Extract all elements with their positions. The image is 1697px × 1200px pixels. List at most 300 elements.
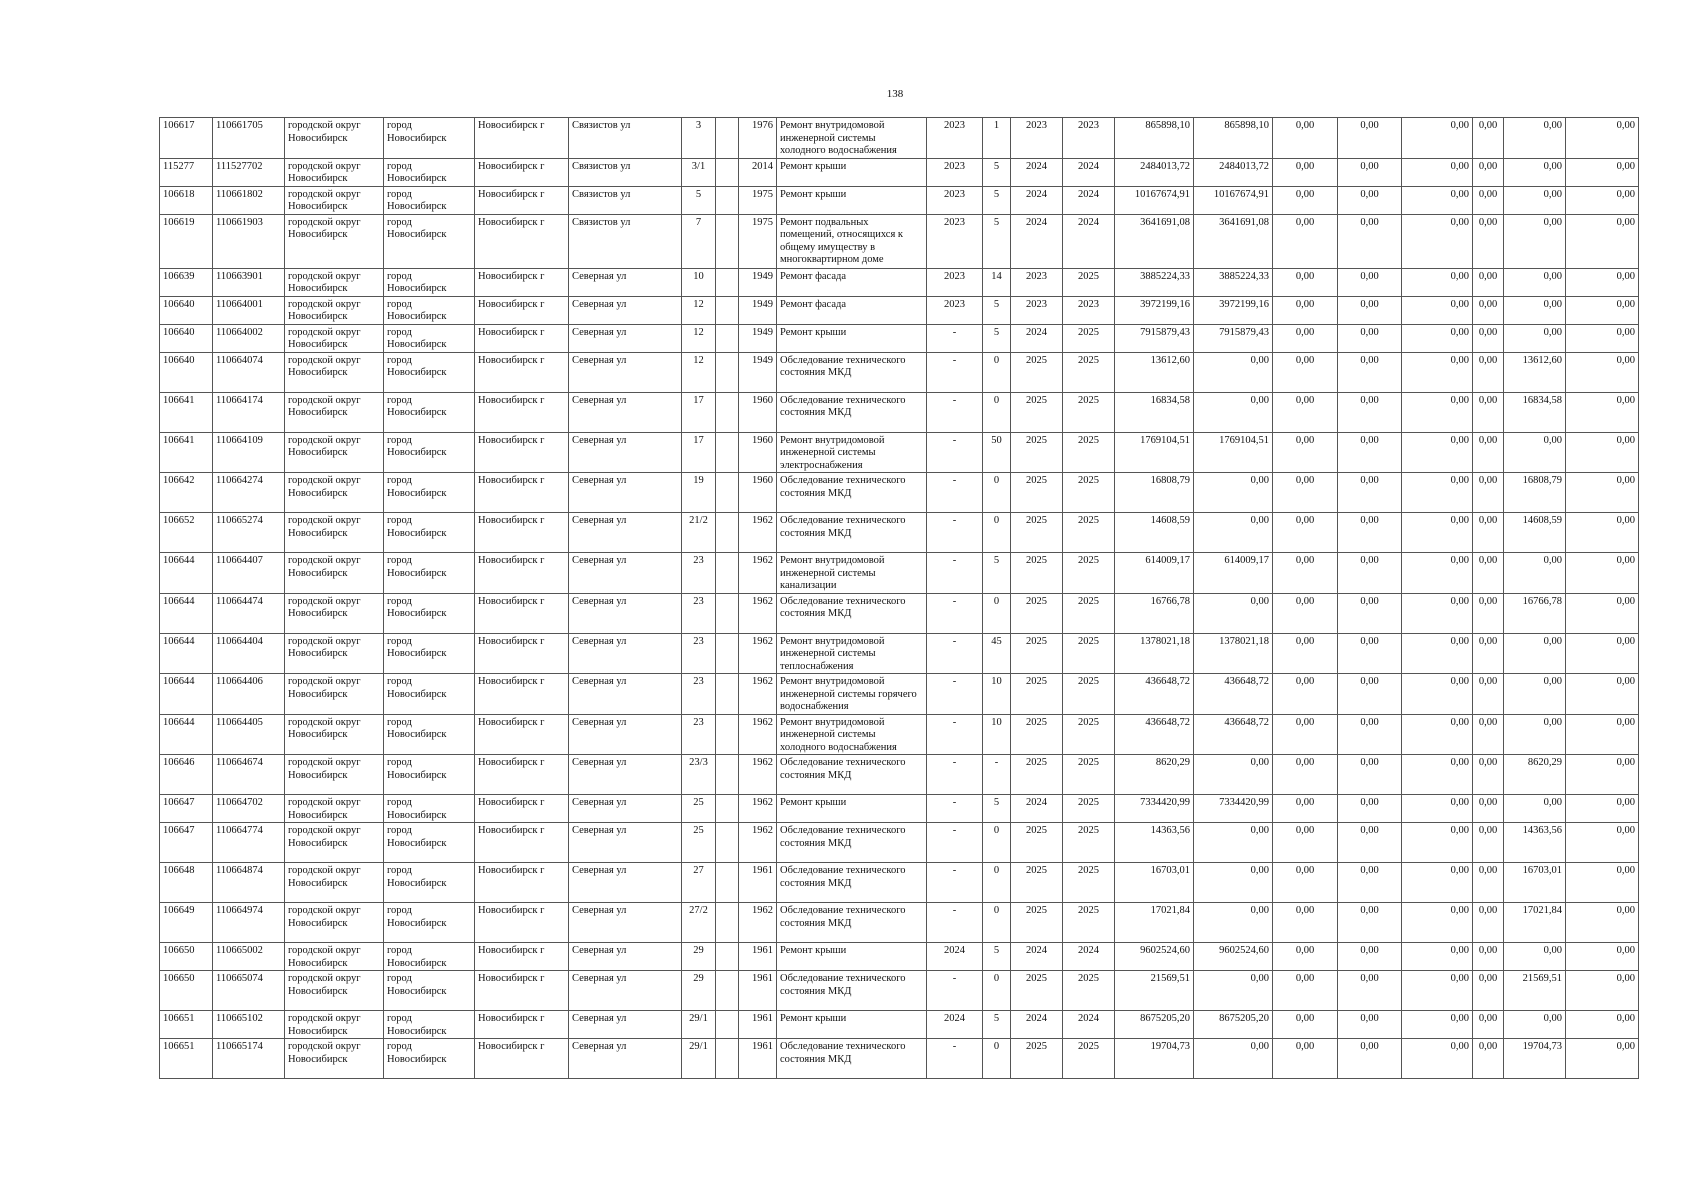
- cell-korp: [716, 1039, 739, 1079]
- cell-v5: 0,00: [1504, 118, 1566, 159]
- cell-sum1: 17021,84: [1115, 903, 1194, 943]
- cell-korp: [716, 553, 739, 594]
- cell-v3: 0,00: [1402, 324, 1473, 352]
- cell-year: 1961: [739, 863, 777, 903]
- cell-year: 1962: [739, 795, 777, 823]
- cell-year: 1962: [739, 553, 777, 594]
- cell-v6: 0,00: [1566, 755, 1639, 795]
- cell-v5: 0,00: [1504, 158, 1566, 186]
- cell-v6: 0,00: [1566, 432, 1639, 473]
- cell-street: Северная ул: [569, 593, 682, 633]
- cell-sum1: 16703,01: [1115, 863, 1194, 903]
- cell-id: 106651: [160, 1011, 213, 1039]
- cell-y2: 2024: [1063, 943, 1115, 971]
- cell-district: городской округ Новосибирск: [285, 1011, 384, 1039]
- cell-work: Ремонт внутридомовой инженерной системы холодного водоснабжения: [777, 714, 927, 755]
- cell-year: 1975: [739, 186, 777, 214]
- cell-y1: 2025: [1011, 823, 1063, 863]
- table-row: [160, 296, 1639, 324]
- cell-work: Обследование технического состояния МКД: [777, 903, 927, 943]
- cell-v4: 0,00: [1473, 633, 1504, 674]
- cell-sum1: 13612,60: [1115, 352, 1194, 392]
- cell-sum1: 865898,10: [1115, 118, 1194, 159]
- cell-city: город Новосибирск: [384, 1039, 475, 1079]
- cell-v6: 0,00: [1566, 553, 1639, 594]
- cell-city: город Новосибирск: [384, 214, 475, 268]
- cell-city: город Новосибирск: [384, 714, 475, 755]
- cell-y2: 2025: [1063, 392, 1115, 432]
- cell-year: 1960: [739, 432, 777, 473]
- cell-v4: 0,00: [1473, 186, 1504, 214]
- cell-v5: 16808,79: [1504, 473, 1566, 513]
- cell-id: 106617: [160, 118, 213, 159]
- cell-year: 1962: [739, 593, 777, 633]
- cell-district: городской округ Новосибирск: [285, 795, 384, 823]
- cell-year: 1949: [739, 268, 777, 296]
- cell-v1: 0,00: [1273, 971, 1338, 1011]
- cell-district: городской округ Новосибирск: [285, 714, 384, 755]
- cell-c1: 50: [983, 432, 1011, 473]
- cell-v3: 0,00: [1402, 214, 1473, 268]
- cell-v2: 0,00: [1338, 296, 1402, 324]
- cell-v4: 0,00: [1473, 714, 1504, 755]
- cell-work: Обследование технического состояния МКД: [777, 1039, 927, 1079]
- cell-sum2: 0,00: [1194, 903, 1273, 943]
- cell-v1: 0,00: [1273, 823, 1338, 863]
- cell-korp: [716, 513, 739, 553]
- cell-y1: 2024: [1011, 186, 1063, 214]
- table-row: [160, 903, 1639, 943]
- cell-district: городской округ Новосибирск: [285, 118, 384, 159]
- cell-y2: 2025: [1063, 352, 1115, 392]
- cell-c1: 5: [983, 553, 1011, 594]
- table-row: [160, 943, 1639, 971]
- cell-district: городской округ Новосибирск: [285, 943, 384, 971]
- cell-c1: 0: [983, 971, 1011, 1011]
- cell-v5: 19704,73: [1504, 1039, 1566, 1079]
- cell-v2: 0,00: [1338, 823, 1402, 863]
- cell-v1: 0,00: [1273, 296, 1338, 324]
- cell-city: город Новосибирск: [384, 296, 475, 324]
- cell-district: городской округ Новосибирск: [285, 214, 384, 268]
- cell-code: 110664702: [213, 795, 285, 823]
- cell-korp: [716, 943, 739, 971]
- cell-street: Связистов ул: [569, 158, 682, 186]
- cell-city: город Новосибирск: [384, 593, 475, 633]
- cell-code: 110664774: [213, 823, 285, 863]
- cell-v1: 0,00: [1273, 392, 1338, 432]
- cell-code: 110664407: [213, 553, 285, 594]
- cell-v3: 0,00: [1402, 863, 1473, 903]
- cell-v3: 0,00: [1402, 553, 1473, 594]
- cell-locality: Новосибирск г: [475, 118, 569, 159]
- cell-id: 106644: [160, 674, 213, 715]
- cell-street: Северная ул: [569, 392, 682, 432]
- cell-c1: 0: [983, 823, 1011, 863]
- cell-code: 111527702: [213, 158, 285, 186]
- table-row: [160, 755, 1639, 795]
- cell-v3: 0,00: [1402, 903, 1473, 943]
- cell-street: Северная ул: [569, 352, 682, 392]
- cell-v5: 0,00: [1504, 432, 1566, 473]
- cell-locality: Новосибирск г: [475, 755, 569, 795]
- cell-y1: 2025: [1011, 714, 1063, 755]
- cell-plan-year: -: [927, 823, 983, 863]
- cell-house: 23: [682, 714, 716, 755]
- cell-v2: 0,00: [1338, 513, 1402, 553]
- cell-v5: 16834,58: [1504, 392, 1566, 432]
- cell-code: 110665074: [213, 971, 285, 1011]
- cell-v5: 0,00: [1504, 214, 1566, 268]
- cell-y1: 2023: [1011, 268, 1063, 296]
- cell-sum2: 0,00: [1194, 473, 1273, 513]
- cell-v1: 0,00: [1273, 432, 1338, 473]
- cell-v4: 0,00: [1473, 1011, 1504, 1039]
- cell-v6: 0,00: [1566, 513, 1639, 553]
- cell-v6: 0,00: [1566, 714, 1639, 755]
- cell-sum2: 7915879,43: [1194, 324, 1273, 352]
- cell-work: Обследование технического состояния МКД: [777, 352, 927, 392]
- cell-city: город Новосибирск: [384, 268, 475, 296]
- cell-city: город Новосибирск: [384, 186, 475, 214]
- cell-y1: 2024: [1011, 943, 1063, 971]
- cell-sum2: 0,00: [1194, 1039, 1273, 1079]
- cell-v3: 0,00: [1402, 296, 1473, 324]
- cell-v2: 0,00: [1338, 392, 1402, 432]
- cell-house: 23: [682, 593, 716, 633]
- cell-district: городской округ Новосибирск: [285, 755, 384, 795]
- cell-plan-year: -: [927, 633, 983, 674]
- cell-street: Северная ул: [569, 795, 682, 823]
- cell-id: 106651: [160, 1039, 213, 1079]
- table-row: [160, 392, 1639, 432]
- cell-korp: [716, 352, 739, 392]
- cell-v2: 0,00: [1338, 755, 1402, 795]
- cell-id: 106618: [160, 186, 213, 214]
- cell-sum1: 10167674,91: [1115, 186, 1194, 214]
- cell-sum1: 14363,56: [1115, 823, 1194, 863]
- cell-id: 106644: [160, 714, 213, 755]
- cell-v1: 0,00: [1273, 593, 1338, 633]
- cell-id: 106648: [160, 863, 213, 903]
- cell-city: город Новосибирск: [384, 674, 475, 715]
- cell-c1: 0: [983, 863, 1011, 903]
- cell-y2: 2025: [1063, 795, 1115, 823]
- cell-y2: 2024: [1063, 214, 1115, 268]
- cell-city: город Новосибирск: [384, 553, 475, 594]
- cell-district: городской округ Новосибирск: [285, 392, 384, 432]
- cell-v3: 0,00: [1402, 674, 1473, 715]
- cell-sum2: 0,00: [1194, 593, 1273, 633]
- cell-year: 1975: [739, 214, 777, 268]
- cell-locality: Новосибирск г: [475, 473, 569, 513]
- cell-id: 106640: [160, 296, 213, 324]
- cell-y2: 2025: [1063, 473, 1115, 513]
- cell-v3: 0,00: [1402, 714, 1473, 755]
- cell-year: 1962: [739, 714, 777, 755]
- cell-sum1: 1769104,51: [1115, 432, 1194, 473]
- cell-plan-year: -: [927, 392, 983, 432]
- cell-y1: 2024: [1011, 324, 1063, 352]
- cell-v6: 0,00: [1566, 118, 1639, 159]
- cell-work: Обследование технического состояния МКД: [777, 755, 927, 795]
- cell-street: Северная ул: [569, 633, 682, 674]
- cell-house: 29: [682, 943, 716, 971]
- cell-v3: 0,00: [1402, 943, 1473, 971]
- cell-house: 12: [682, 296, 716, 324]
- cell-v6: 0,00: [1566, 296, 1639, 324]
- cell-id: 106642: [160, 473, 213, 513]
- cell-locality: Новосибирск г: [475, 296, 569, 324]
- cell-city: город Новосибирск: [384, 863, 475, 903]
- cell-v5: 14363,56: [1504, 823, 1566, 863]
- cell-street: Северная ул: [569, 513, 682, 553]
- cell-y1: 2025: [1011, 755, 1063, 795]
- cell-v5: 17021,84: [1504, 903, 1566, 943]
- cell-year: 1962: [739, 513, 777, 553]
- table-row: [160, 324, 1639, 352]
- cell-house: 3: [682, 118, 716, 159]
- cell-city: город Новосибирск: [384, 324, 475, 352]
- cell-id: 106650: [160, 971, 213, 1011]
- cell-c1: 0: [983, 903, 1011, 943]
- cell-city: город Новосибирск: [384, 392, 475, 432]
- cell-id: 106619: [160, 214, 213, 268]
- cell-code: 110665102: [213, 1011, 285, 1039]
- cell-house: 27: [682, 863, 716, 903]
- cell-id: 106644: [160, 633, 213, 674]
- cell-plan-year: -: [927, 863, 983, 903]
- cell-y1: 2025: [1011, 392, 1063, 432]
- cell-code: 110664002: [213, 324, 285, 352]
- cell-korp: [716, 392, 739, 432]
- cell-code: 110663901: [213, 268, 285, 296]
- cell-v1: 0,00: [1273, 324, 1338, 352]
- cell-id: 106646: [160, 755, 213, 795]
- cell-plan-year: 2023: [927, 158, 983, 186]
- cell-y2: 2025: [1063, 971, 1115, 1011]
- cell-locality: Новосибирск г: [475, 268, 569, 296]
- cell-street: Связистов ул: [569, 186, 682, 214]
- cell-city: город Новосибирск: [384, 473, 475, 513]
- cell-sum2: 436648,72: [1194, 714, 1273, 755]
- cell-y2: 2025: [1063, 1039, 1115, 1079]
- cell-street: Северная ул: [569, 714, 682, 755]
- cell-code: 110664874: [213, 863, 285, 903]
- cell-v4: 0,00: [1473, 1039, 1504, 1079]
- cell-plan-year: -: [927, 473, 983, 513]
- cell-sum1: 16834,58: [1115, 392, 1194, 432]
- cell-v4: 0,00: [1473, 473, 1504, 513]
- cell-v4: 0,00: [1473, 392, 1504, 432]
- cell-v6: 0,00: [1566, 863, 1639, 903]
- cell-v4: 0,00: [1473, 674, 1504, 715]
- cell-code: 110664406: [213, 674, 285, 715]
- cell-v3: 0,00: [1402, 755, 1473, 795]
- cell-v2: 0,00: [1338, 971, 1402, 1011]
- cell-code: 110664174: [213, 392, 285, 432]
- cell-c1: 0: [983, 473, 1011, 513]
- cell-street: Северная ул: [569, 432, 682, 473]
- cell-y2: 2025: [1063, 268, 1115, 296]
- cell-v1: 0,00: [1273, 903, 1338, 943]
- cell-korp: [716, 186, 739, 214]
- cell-v1: 0,00: [1273, 553, 1338, 594]
- cell-v6: 0,00: [1566, 943, 1639, 971]
- cell-v6: 0,00: [1566, 214, 1639, 268]
- cell-v5: 0,00: [1504, 1011, 1566, 1039]
- cell-district: городской округ Новосибирск: [285, 186, 384, 214]
- cell-work: Ремонт подвальных помещений, относящихся к общему имуществу в многоквартирном доме: [777, 214, 927, 268]
- cell-c1: 5: [983, 214, 1011, 268]
- cell-v5: 21569,51: [1504, 971, 1566, 1011]
- cell-id: 106640: [160, 352, 213, 392]
- cell-city: город Новосибирск: [384, 633, 475, 674]
- cell-plan-year: -: [927, 513, 983, 553]
- cell-c1: 10: [983, 674, 1011, 715]
- cell-sum1: 21569,51: [1115, 971, 1194, 1011]
- cell-korp: [716, 473, 739, 513]
- cell-v4: 0,00: [1473, 823, 1504, 863]
- cell-v1: 0,00: [1273, 863, 1338, 903]
- cell-sum2: 436648,72: [1194, 674, 1273, 715]
- cell-work: Ремонт внутридомовой инженерной системы холодного водоснабжения: [777, 118, 927, 159]
- cell-work: Обследование технического состояния МКД: [777, 823, 927, 863]
- cell-korp: [716, 903, 739, 943]
- cell-v3: 0,00: [1402, 1011, 1473, 1039]
- cell-sum1: 8620,29: [1115, 755, 1194, 795]
- cell-v3: 0,00: [1402, 823, 1473, 863]
- cell-locality: Новосибирск г: [475, 1011, 569, 1039]
- cell-v3: 0,00: [1402, 1039, 1473, 1079]
- cell-work: Обследование технического состояния МКД: [777, 971, 927, 1011]
- cell-work: Ремонт внутридомовой инженерной системы электроснабжения: [777, 432, 927, 473]
- cell-v1: 0,00: [1273, 118, 1338, 159]
- cell-plan-year: -: [927, 971, 983, 1011]
- cell-v6: 0,00: [1566, 392, 1639, 432]
- cell-v5: 14608,59: [1504, 513, 1566, 553]
- cell-city: город Новосибирск: [384, 971, 475, 1011]
- cell-v3: 0,00: [1402, 971, 1473, 1011]
- cell-korp: [716, 268, 739, 296]
- cell-sum2: 614009,17: [1194, 553, 1273, 594]
- cell-street: Северная ул: [569, 971, 682, 1011]
- cell-korp: [716, 432, 739, 473]
- cell-code: 110664074: [213, 352, 285, 392]
- cell-v4: 0,00: [1473, 214, 1504, 268]
- cell-v3: 0,00: [1402, 513, 1473, 553]
- cell-v3: 0,00: [1402, 118, 1473, 159]
- cell-locality: Новосибирск г: [475, 553, 569, 594]
- cell-work: Ремонт крыши: [777, 943, 927, 971]
- cell-sum1: 614009,17: [1115, 553, 1194, 594]
- cell-v4: 0,00: [1473, 943, 1504, 971]
- cell-work: Ремонт внутридомовой инженерной системы канализации: [777, 553, 927, 594]
- cell-city: город Новосибирск: [384, 158, 475, 186]
- table-row: [160, 268, 1639, 296]
- table-row: [160, 432, 1639, 473]
- cell-house: 17: [682, 432, 716, 473]
- cell-house: 19: [682, 473, 716, 513]
- cell-v1: 0,00: [1273, 473, 1338, 513]
- cell-id: 106647: [160, 795, 213, 823]
- cell-sum1: 16766,78: [1115, 593, 1194, 633]
- table-row: [160, 186, 1639, 214]
- cell-korp: [716, 823, 739, 863]
- cell-sum2: 0,00: [1194, 971, 1273, 1011]
- cell-sum2: 8675205,20: [1194, 1011, 1273, 1039]
- cell-korp: [716, 1011, 739, 1039]
- cell-locality: Новосибирск г: [475, 158, 569, 186]
- cell-v3: 0,00: [1402, 795, 1473, 823]
- cell-code: 110664109: [213, 432, 285, 473]
- cell-v2: 0,00: [1338, 553, 1402, 594]
- cell-work: Обследование технического состояния МКД: [777, 513, 927, 553]
- cell-plan-year: 2023: [927, 118, 983, 159]
- cell-v2: 0,00: [1338, 1039, 1402, 1079]
- cell-year: 1976: [739, 118, 777, 159]
- table-row: [160, 553, 1639, 594]
- cell-work: Обследование технического состояния МКД: [777, 863, 927, 903]
- cell-y1: 2025: [1011, 352, 1063, 392]
- table-row: [160, 352, 1639, 392]
- cell-year: 1962: [739, 823, 777, 863]
- cell-v1: 0,00: [1273, 1011, 1338, 1039]
- cell-code: 110664474: [213, 593, 285, 633]
- cell-plan-year: -: [927, 714, 983, 755]
- cell-locality: Новосибирск г: [475, 633, 569, 674]
- cell-work: Ремонт фасада: [777, 296, 927, 324]
- cell-year: 1961: [739, 1011, 777, 1039]
- cell-sum1: 14608,59: [1115, 513, 1194, 553]
- cell-c1: 0: [983, 392, 1011, 432]
- cell-v6: 0,00: [1566, 186, 1639, 214]
- cell-year: 1961: [739, 971, 777, 1011]
- cell-sum1: 1378021,18: [1115, 633, 1194, 674]
- cell-sum2: 3641691,08: [1194, 214, 1273, 268]
- cell-plan-year: -: [927, 903, 983, 943]
- cell-city: город Новосибирск: [384, 1011, 475, 1039]
- cell-locality: Новосибирск г: [475, 324, 569, 352]
- cell-id: 106649: [160, 903, 213, 943]
- cell-v4: 0,00: [1473, 755, 1504, 795]
- cell-y2: 2025: [1063, 633, 1115, 674]
- cell-c1: 5: [983, 1011, 1011, 1039]
- cell-street: Северная ул: [569, 473, 682, 513]
- cell-sum2: 1769104,51: [1194, 432, 1273, 473]
- cell-y1: 2025: [1011, 863, 1063, 903]
- cell-v1: 0,00: [1273, 214, 1338, 268]
- cell-v6: 0,00: [1566, 633, 1639, 674]
- cell-district: городской округ Новосибирск: [285, 158, 384, 186]
- cell-locality: Новосибирск г: [475, 186, 569, 214]
- cell-v5: 8620,29: [1504, 755, 1566, 795]
- cell-year: 1961: [739, 943, 777, 971]
- cell-v3: 0,00: [1402, 473, 1473, 513]
- cell-y1: 2025: [1011, 473, 1063, 513]
- cell-v4: 0,00: [1473, 296, 1504, 324]
- cell-district: городской округ Новосибирск: [285, 352, 384, 392]
- cell-work: Ремонт крыши: [777, 186, 927, 214]
- cell-year: 2014: [739, 158, 777, 186]
- cell-v3: 0,00: [1402, 633, 1473, 674]
- cell-v1: 0,00: [1273, 714, 1338, 755]
- cell-y2: 2023: [1063, 118, 1115, 159]
- cell-v1: 0,00: [1273, 1039, 1338, 1079]
- cell-y2: 2025: [1063, 823, 1115, 863]
- cell-c1: 5: [983, 158, 1011, 186]
- cell-district: городской округ Новосибирск: [285, 823, 384, 863]
